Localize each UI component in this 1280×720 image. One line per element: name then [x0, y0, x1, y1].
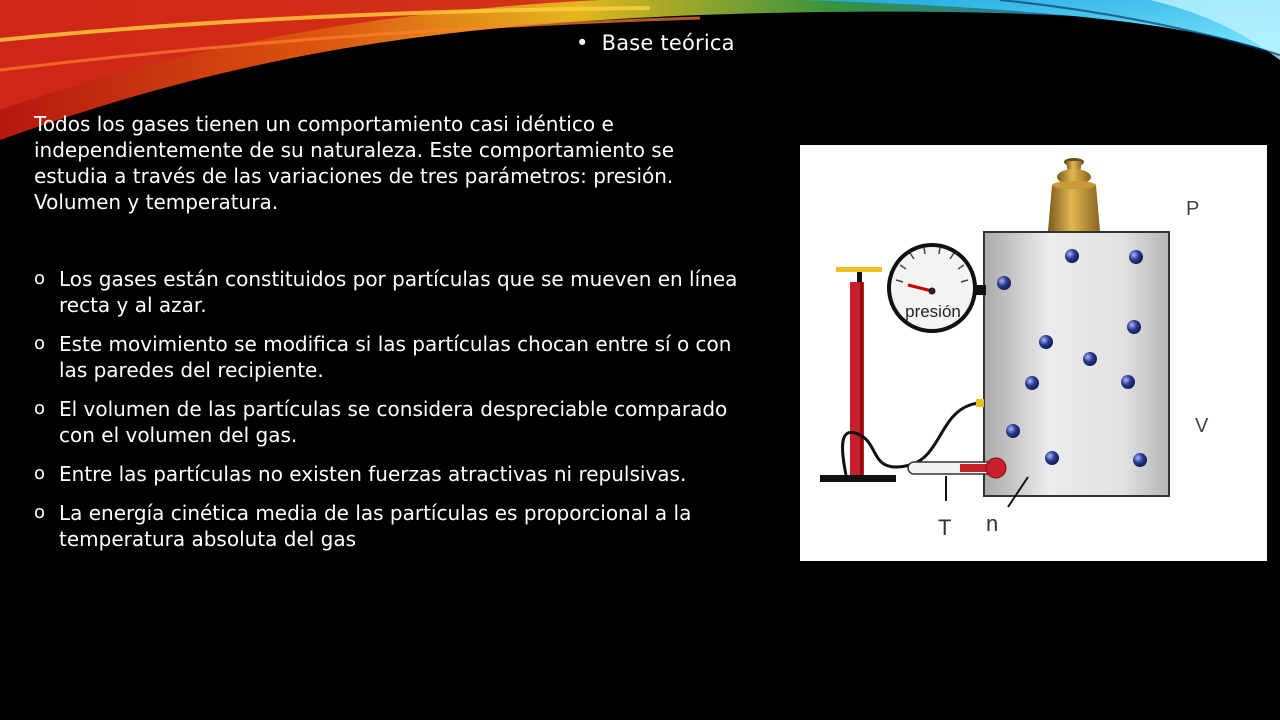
- slide-title-text: Base teórica: [601, 31, 735, 55]
- bullet-marker: o: [34, 398, 46, 419]
- label-volume: V: [1195, 415, 1209, 437]
- bullet-text: El volumen de las partículas se considera despreciable comparado con el volumen del gas.: [59, 397, 728, 447]
- bullet-marker: o: [34, 333, 46, 354]
- bullet-text: Este movimiento se modifica si las partículas chocan entre sí o con las paredes del recipiente.: [59, 332, 732, 382]
- particle: [1045, 451, 1059, 465]
- particle: [1129, 250, 1143, 264]
- bullet-marker: o: [34, 463, 46, 484]
- list-item: [34, 396, 754, 448]
- label-temperature: T: [938, 515, 952, 540]
- bullet-text: La energía cinética media de las partículas es proporcional a la temperatura absoluta del gas: [59, 501, 692, 551]
- slide-title: [576, 31, 735, 55]
- bullet-text: Los gases están constituidos por partículas que se mueven en línea recta y al azar.: [59, 267, 738, 317]
- particle: [1006, 424, 1020, 438]
- particle: [1083, 352, 1097, 366]
- gauge-label: presión: [905, 302, 961, 321]
- particle: [1133, 453, 1147, 467]
- valve-icon: [976, 399, 984, 407]
- list-item: [34, 461, 754, 487]
- bullet-marker: o: [34, 502, 46, 523]
- particle: [1025, 376, 1039, 390]
- label-pressure: P: [1186, 198, 1200, 220]
- intro-paragraph: Todos los gases tienen un comportamiento casi idéntico e independientemente de su naturaleza. Este comportamiento se estudia a través de las variaciones de tres parámetros: presión. Volumen y temperatura.: [34, 112, 675, 214]
- bullet-marker: o: [34, 268, 46, 289]
- particle: [1065, 249, 1079, 263]
- bullet-text: Entre las partículas no existen fuerzas atractivas ni repulsivas.: [59, 462, 687, 486]
- list-item: [34, 331, 754, 383]
- particle: [1121, 375, 1135, 389]
- bullet-list: [34, 266, 754, 565]
- particle: [1127, 320, 1141, 334]
- particle: [1039, 335, 1053, 349]
- particle: [997, 276, 1011, 290]
- list-item: [34, 500, 754, 552]
- list-item: [34, 266, 754, 318]
- gas-apparatus-illustration: [800, 145, 1267, 561]
- label-moles: n: [986, 511, 999, 536]
- title-bullet: •: [576, 31, 589, 55]
